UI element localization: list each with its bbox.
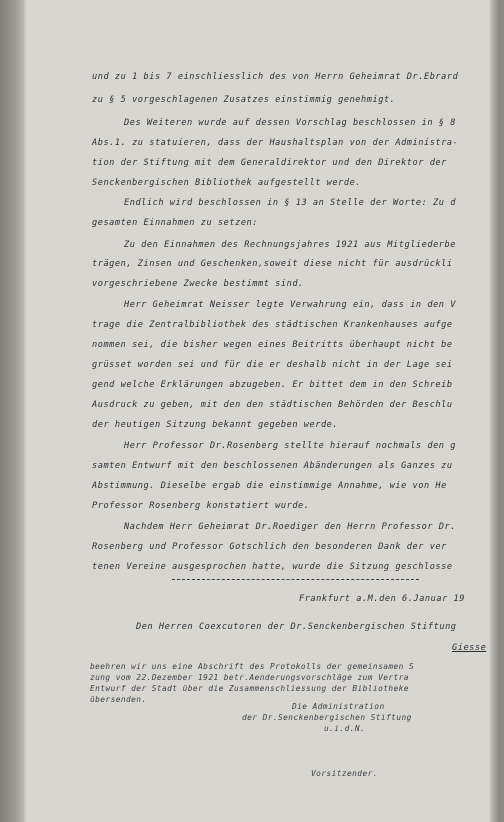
- closing: Vorsitzender.: [311, 769, 378, 778]
- text-line: gend welche Erklärungen abzugeben. Er bittet dem in den Schreib: [92, 380, 453, 390]
- text-line: grüsset worden sei und für die er deshalb nicht in der Lage sei: [92, 360, 453, 370]
- text-line: Rosenberg und Professor Gotschlich den besonderen Dank der ver: [92, 542, 447, 552]
- text-line: Des Weiteren wurde auf dessen Vorschlag beschlossen in § 8: [124, 118, 456, 128]
- text-line: Endlich wird beschlossen in § 13 an Stelle der Worte: Zu d: [124, 198, 456, 208]
- notice-line: beehren wir uns eine Abschrift des Protokolls der gemeinsamen S: [90, 662, 415, 671]
- separator-rule: [172, 579, 419, 580]
- notice-line: übersenden.: [90, 695, 147, 704]
- text-line: Nachdem Herr Geheimrat Dr.Roediger den Herrn Professor Dr.: [124, 522, 456, 532]
- notice-line: zung vom 22.Dezember 1921 betr.Aenderungsvorschläge zum Vertra: [90, 673, 409, 682]
- text-line: samten Entwurf mit den beschlossenen Abänderungen als Ganzes zu: [92, 461, 453, 471]
- addressee: Den Herren Coexcutoren der Dr.Senckenbergischen Stiftung: [136, 622, 457, 632]
- signature-line: Die Administration: [292, 702, 385, 711]
- place-date: Frankfurt a.M.den 6.Januar 19: [299, 594, 465, 604]
- text-line: trägen, Zinsen und Geschenken,soweit diese nicht für ausdrückli: [92, 259, 453, 269]
- text-line: Senckenbergischen Bibliothek aufgestellt werde.: [92, 178, 362, 188]
- document-page: [24, 0, 498, 822]
- text-line: Herr Professor Dr.Rosenberg stellte hierauf nochmals den g: [124, 441, 456, 451]
- page-edge: [490, 0, 498, 822]
- book-binding: [0, 0, 24, 822]
- text-line: Abstimmung. Dieselbe ergab die einstimmige Annahme, wie von He: [92, 481, 447, 491]
- text-line: der heutigen Sitzung bekannt gegeben werde.: [92, 420, 339, 430]
- text-line: Ausdruck zu geben, mit den den städtischen Behörden der Beschlu: [92, 400, 453, 410]
- text-line: trage die Zentralbibliothek des städtischen Krankenhauses aufge: [92, 320, 453, 330]
- addressee-city: Giesse: [452, 643, 487, 653]
- signature-line: u.i.d.N.: [324, 724, 366, 733]
- text-line: tion der Stiftung mit dem Generaldirektor und den Direktor der: [92, 158, 447, 168]
- text-line: gesamten Einnahmen zu setzen:: [92, 218, 258, 228]
- text-line: und zu 1 bis 7 einschliesslich des von Herrn Geheimrat Dr.Ebrard: [92, 72, 459, 82]
- text-line: tenen Vereine ausgesprochen hatte, wurde die Sitzung geschlosse: [92, 562, 453, 572]
- notice-line: Entwurf der Stadt über die Zusammenschliessung der Bibliotheke: [90, 684, 409, 693]
- text-line: vorgeschriebene Zwecke bestimmt sind.: [92, 279, 304, 289]
- signature-line: der Dr.Senckenbergischen Stiftung: [242, 713, 412, 722]
- text-line: zu § 5 vorgeschlagenen Zusatzes einstimmig genehmigt.: [92, 95, 396, 105]
- text-line: nommen sei, die bisher wegen eines Beitritts überhaupt nicht be: [92, 340, 453, 350]
- text-line: Zu den Einnahmen des Rechnungsjahres 1921 aus Mitgliederbe: [124, 240, 456, 250]
- text-line: Professor Rosenberg konstatiert wurde.: [92, 501, 310, 511]
- text-line: Herr Geheimrat Neisser legte Verwahrung ein, dass in den V: [124, 300, 456, 310]
- text-line: Abs.1. zu statuieren, dass der Haushaltsplan von der Administra-: [92, 138, 459, 148]
